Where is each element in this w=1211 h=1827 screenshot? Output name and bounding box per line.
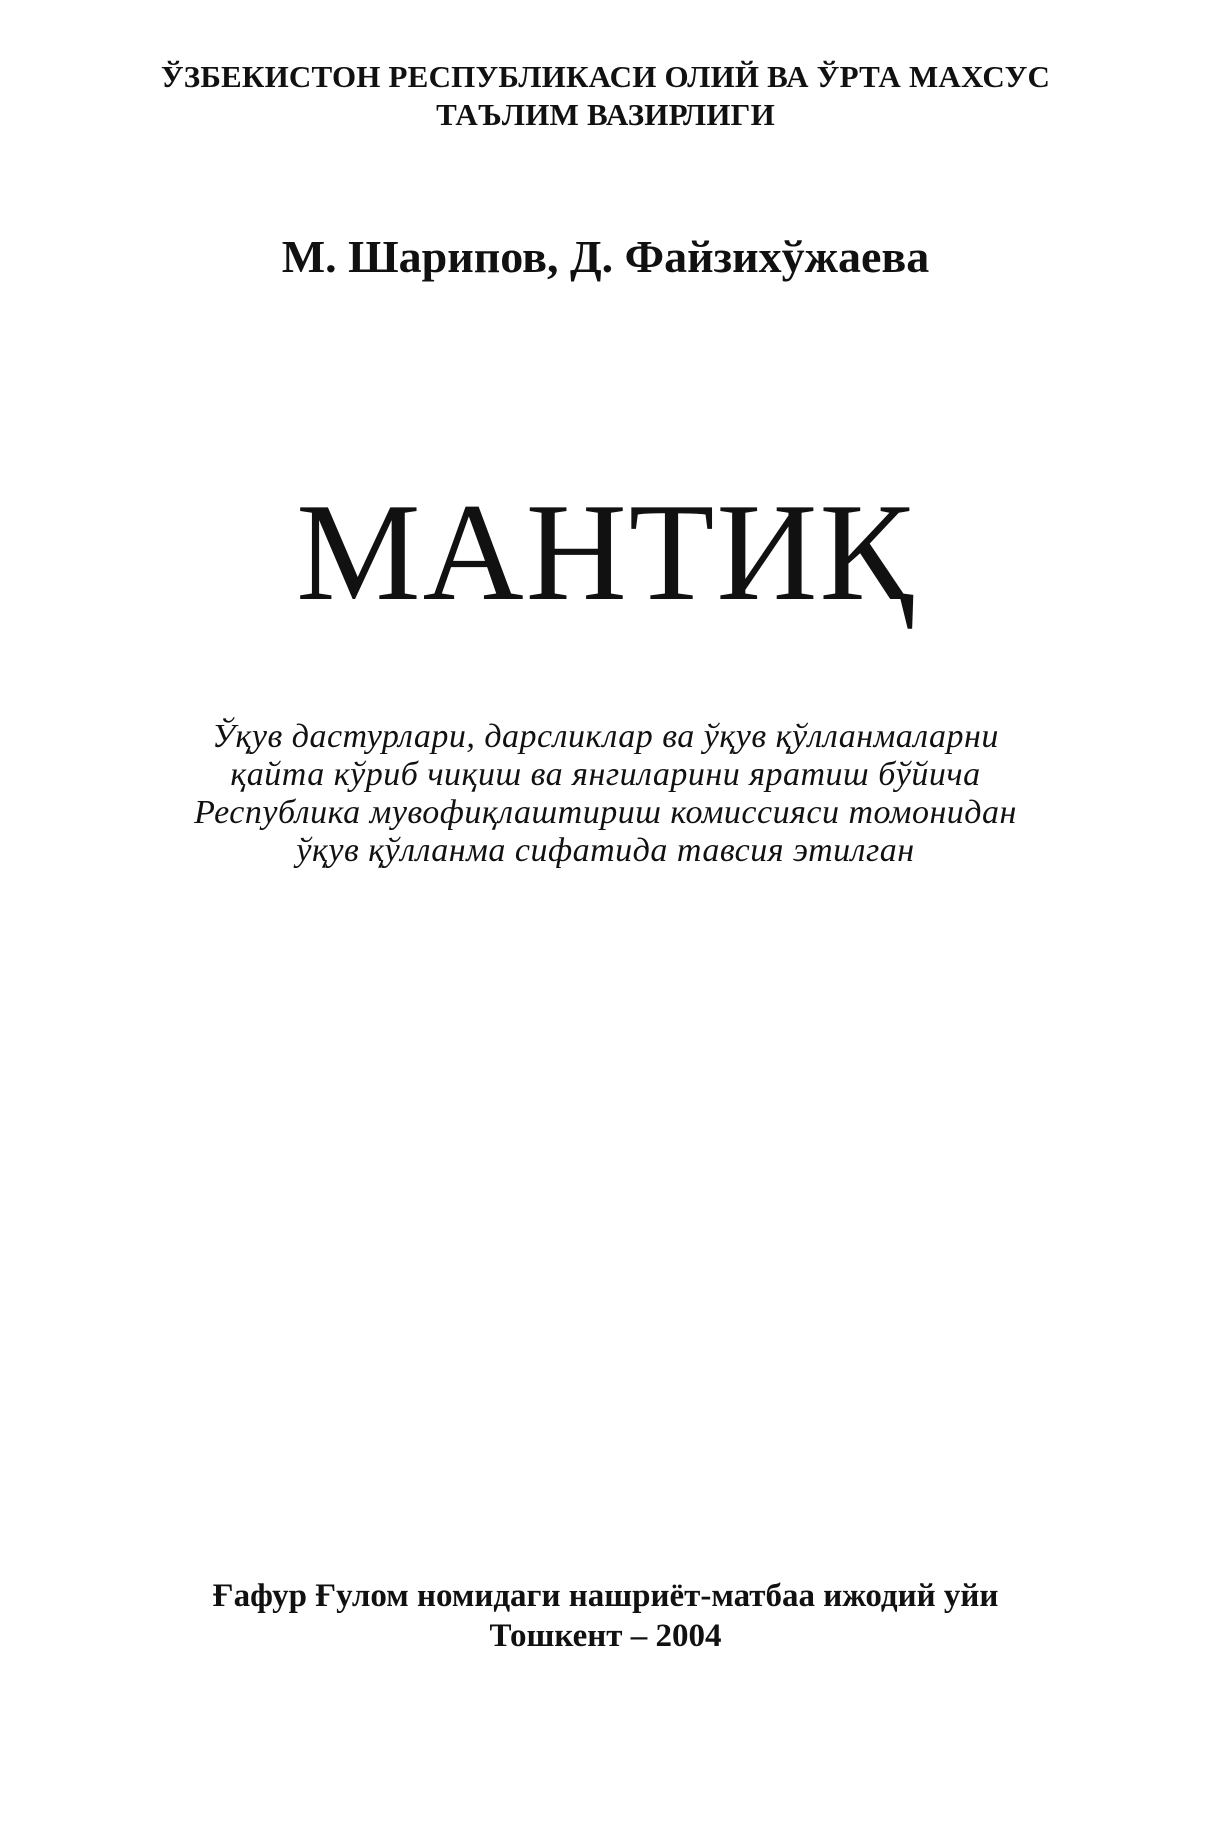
ministry-line-1: ЎЗБЕКИСТОН РЕСПУБЛИКАСИ ОЛИЙ ВА ЎРТА МАХСУС — [160, 59, 1051, 94]
recommendation-note — [0, 718, 1211, 870]
book-title: МАНТИҚ — [296, 475, 915, 630]
ministry-header — [0, 58, 1211, 134]
recommendation-line: қайта кўриб чиқиш ва янгиларини яратиш бўйича — [230, 756, 981, 793]
recommendation-line: ўқув қўлланма сифатида тавсия этилган — [296, 832, 915, 869]
publisher-city-year: Тошкент – 2004 — [489, 1618, 722, 1654]
publisher-name: Ғафур Ғулом номидаги нашриёт-матбаа ижодий уйи — [212, 1578, 999, 1614]
authors: М. Шарипов, Д. Файзихўжаева — [281, 231, 930, 282]
publisher-block — [0, 1576, 1211, 1656]
ministry-line-2: ТАЪЛИМ ВАЗИРЛИГИ — [436, 97, 775, 132]
recommendation-line: Республика мувофиқлаштириш комиссияси томонидан — [194, 794, 1017, 831]
recommendation-line: Ўқув дастурлари, дарсликлар ва ўқув қўлланмаларни — [212, 718, 999, 755]
